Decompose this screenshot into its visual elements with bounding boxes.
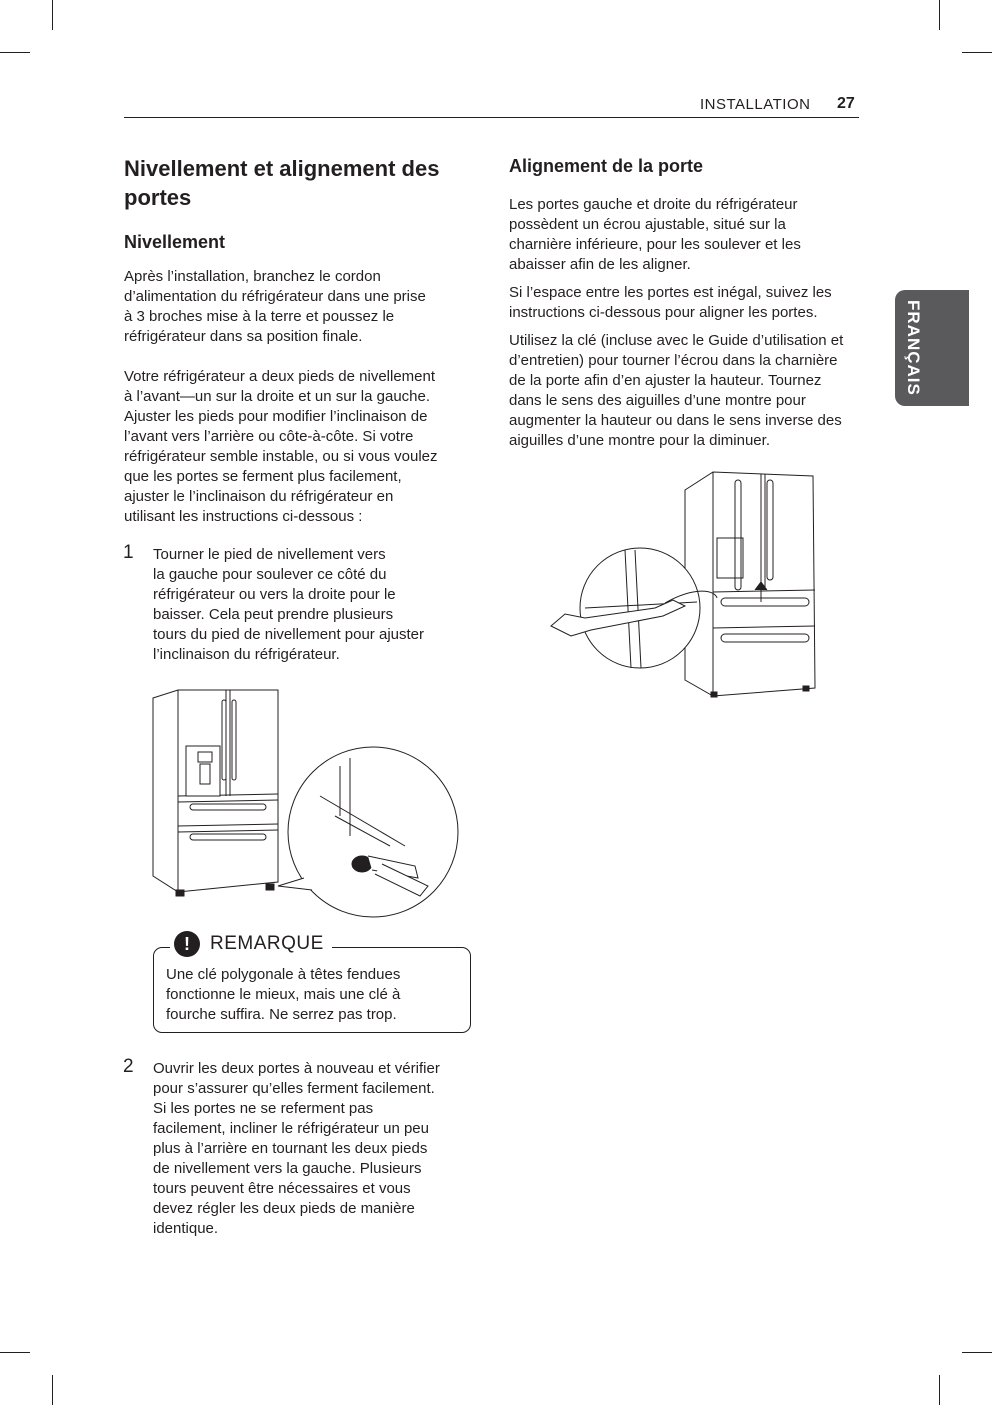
text-line: plus à l’arrière en tournant les deux pieds xyxy=(153,1140,428,1157)
text-line: la gauche pour soulever ce côté du xyxy=(153,566,387,583)
text-line: l’avant vers l’arrière ou côte-à-côte. Si votre xyxy=(124,428,414,445)
text-line: Votre réfrigérateur a deux pieds de nivellement xyxy=(124,368,436,385)
text-line: Une clé polygonale à têtes fendues xyxy=(166,966,401,983)
crop-mark xyxy=(939,1375,940,1405)
step-number-1: 1 xyxy=(123,542,134,563)
paragraph-doors xyxy=(509,195,864,275)
step-number-2: 2 xyxy=(123,1056,134,1077)
text-line: de nivellement vers la gauche. Plusieurs xyxy=(153,1160,422,1177)
text-line: à l’avant—un sur la droite et un sur la gauche. xyxy=(124,388,431,405)
crop-mark xyxy=(962,52,992,53)
text-line: Ajuster les pieds pour modifier l’inclinaison de xyxy=(124,408,428,425)
header-rule xyxy=(124,117,859,118)
crop-mark xyxy=(52,0,53,30)
text-line: ajuster le l’inclinaison du réfrigérateur en xyxy=(124,488,394,505)
text-line: augmenter la hauteur ou dans le sens inverse des xyxy=(509,412,842,429)
text-line: facilement, incliner le réfrigérateur un peu xyxy=(153,1120,429,1137)
right-column xyxy=(509,156,864,451)
note-title: REMARQUE xyxy=(210,933,324,954)
text-line: dans le sens des aiguilles d’une montre pour xyxy=(509,392,806,409)
page-number: 27 xyxy=(837,95,855,112)
text-line: l’inclinaison du réfrigérateur. xyxy=(153,646,340,663)
text-line: Après l’installation, branchez le cordon xyxy=(124,268,381,285)
crop-mark xyxy=(939,0,940,30)
exclamation-icon: ! xyxy=(174,931,200,957)
text-line: Ouvrir les deux portes à nouveau et vérifier xyxy=(153,1060,440,1077)
paragraph-install xyxy=(124,267,476,347)
text-line: tours du pied de nivellement pour ajuster xyxy=(153,626,424,643)
paragraph-wrench xyxy=(509,331,864,451)
text-line: Si l’espace entre les portes est inégal, suivez les xyxy=(509,284,832,301)
text-line: utilisant les instructions ci-dessous : xyxy=(124,508,363,525)
note-text xyxy=(166,965,466,1025)
text-line: abaisser afin de les aligner. xyxy=(509,256,691,273)
step-2-text xyxy=(153,1059,478,1239)
text-line: de la porte afin d’en ajuster la hauteur. Tournez xyxy=(509,372,822,389)
text-line: réfrigérateur ou vers la droite pour le xyxy=(153,586,396,603)
text-line: que les portes se ferment plus facilement, xyxy=(124,468,402,485)
text-line: baisser. Cela peut prendre plusieurs xyxy=(153,606,394,623)
text-line: Les portes gauche et droite du réfrigérateur xyxy=(509,196,798,213)
text-line: fonctionne le mieux, mais une clé à xyxy=(166,986,401,1003)
text-line: devez régler les deux pieds de manière xyxy=(153,1200,415,1217)
text-line: Si les portes ne se referment pas xyxy=(153,1100,374,1117)
text-line: identique. xyxy=(153,1220,219,1237)
text-line: Utilisez la clé (incluse avec le Guide d’utilisation et xyxy=(509,332,844,349)
running-header-section: INSTALLATION xyxy=(700,96,811,113)
paragraph-feet xyxy=(124,367,476,527)
paragraph-gap xyxy=(509,283,864,323)
note-header xyxy=(170,929,332,959)
language-tab xyxy=(895,290,969,406)
text-line: réfrigérateur semble instable, ou si vous voulez xyxy=(124,448,438,465)
text-line: pour s’assurer qu’elles ferment facilement. xyxy=(153,1080,435,1097)
text-line: aiguilles d’une montre pour la diminuer. xyxy=(509,432,770,449)
text-line: instructions ci-dessous pour aligner les portes. xyxy=(509,304,818,321)
crop-mark xyxy=(52,1375,53,1405)
text-line: réfrigérateur dans sa position finale. xyxy=(124,328,363,345)
section-title-line: Nivellement et alignement des xyxy=(124,156,440,181)
text-line: d’alimentation du réfrigérateur dans une prise xyxy=(124,288,426,305)
step-1-text xyxy=(153,545,473,665)
subtitle-nivellement: Nivellement xyxy=(124,232,226,252)
text-line: d’entretien) pour tourner l’écrou dans la charnière xyxy=(509,352,838,369)
text-line: fourche suffira. Ne serrez pas trop. xyxy=(166,1006,397,1023)
text-line: tours peuvent être nécessaires et vous xyxy=(153,1180,411,1197)
subtitle-alignement: Alignement de la porte xyxy=(509,156,704,176)
crop-mark xyxy=(962,1352,992,1353)
text-line: Tourner le pied de nivellement vers xyxy=(153,546,386,563)
crop-mark xyxy=(0,1352,30,1353)
door-alignment-illustration xyxy=(545,468,825,700)
language-tab-label: FRANÇAIS xyxy=(904,300,923,396)
leveling-foot-illustration xyxy=(150,686,480,911)
crop-mark xyxy=(0,52,30,53)
section-title xyxy=(124,154,476,212)
text-line: possèdent un écrou ajustable, situé sur la xyxy=(509,216,786,233)
text-line: à 3 broches mise à la terre et poussez le xyxy=(124,308,395,325)
text-line: charnière inférieure, pour les soulever et les xyxy=(509,236,801,253)
left-column xyxy=(124,154,476,527)
section-title-line: portes xyxy=(124,185,192,210)
